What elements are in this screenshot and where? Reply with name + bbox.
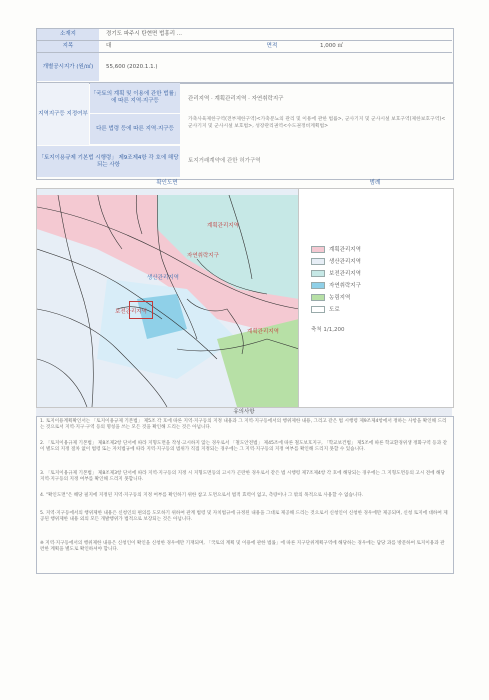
zoning-outer-label: 지역지구등 지정여부 [37, 83, 89, 145]
map-label-zone-2: 자연취락지구 [187, 253, 219, 259]
legend-item: 보전관리지역 [311, 269, 361, 277]
map-title: 확인도면 [156, 180, 178, 186]
legend-panel [298, 188, 454, 408]
land-category-value: 대 [106, 43, 112, 49]
legend-item: 도로 [311, 305, 340, 313]
map-drawing [37, 189, 299, 407]
notes-title: 유의사항 [36, 408, 452, 416]
legend-swatch [311, 282, 325, 289]
legend-item: 자연취락지구 [311, 281, 361, 289]
note-paragraph-2: 2. 「토지이용규제 기본법」 제8조제2항 단서에 따라 지형도면을 작성·고시하지 않는 경우로서 「철도안전법」 제45조에 따른 철도보호지구, 「학교보건법」 제5조에 따른 학교환경위생 정화구역 등과 같이 별도의 지정 절차 없이 법령 또는 자치법규에 따라 지역·지구등의 범위가 직접 지정되는 경우에는 그 지역·지구등의 지정 여부를 확인해 드리지 못할 수 있습니다. [40, 441, 448, 453]
zoning-label-national: 「국토의 계획 및 이용에 관한 법률」에 따른 지역·지구등 [90, 83, 180, 113]
area-label: 면적 [266, 43, 278, 49]
parcel-highlight [129, 301, 153, 319]
legend-swatch [311, 246, 325, 253]
location-label: 소재지 [37, 29, 99, 40]
legend-item: 계획관리지역 [311, 245, 361, 253]
zoning-national-value: 관리지역 · 계획관리지역 · 자연취락지구 [188, 96, 284, 102]
zoning-other-law-value: 가축사육제한구역(전부제한구역)<가축분뇨의 관리 및 이용에 관한 법률>, 군사기지 및 군사시설 보호구역(제한보호구역)<군사기지 및 군사시설 보호법>, 성장관리권역<수도권정비계획법> [188, 117, 446, 129]
legend-swatch [311, 270, 325, 277]
land-price-label: 개별공시지가 (원/㎡) [37, 53, 99, 81]
legend-swatch [311, 294, 325, 301]
land-category-label: 지목 [37, 41, 99, 52]
zoning-label-other-law: 다른 법령 등에 따른 지역·지구등 [90, 114, 180, 144]
legend-item: 농림지역 [311, 293, 350, 301]
map-label-zone-5: 계획관리지역 [247, 329, 279, 335]
area-value: 1,000 ㎡ [320, 43, 343, 49]
land-price-value: 55,600 (2020.1.1.) [106, 64, 158, 70]
parcel-map [36, 188, 300, 408]
location-value: 경기도 파주시 탄현면 법흥리 ... [106, 31, 182, 37]
legend-swatch [311, 306, 325, 313]
zoning-decree-value: 토지거래계약에 관한 허가구역 [188, 158, 261, 164]
map-scale: 축척 1/1,200 [311, 327, 345, 333]
note-paragraph-3: 3. 「토지이용규제 기본법」 제8조제3항 단서에 따라 지역·지구등의 지정 시 지형도면등의 고시가 곤란한 경우로서 같은 법 시행령 제7조제4항 각 호에 해당되는 경우에는 그 지형도면등의 고시 전에 해당 지역·지구등의 지정 여부를 확인해 드리지 못합니다. [40, 471, 445, 483]
note-paragraph-1: 1. 토지이용계획확인서는 「토지이용규제 기본법」 제5조 각 호에 따른 지역·지구등의 지정 내용과 그 지역·지구등에서의 행위제한 내용, 그리고 같은 법 시행령 제9조제4항에서 정하는 사항을 확인해 드리는 것으로서 지역·지구·구역 등의 명칭을 쓰는 모든 것을 확인해 드리는 것은 아닙니다. [40, 419, 447, 431]
legend-title: 범례 [369, 180, 381, 186]
note-paragraph-4: 4. "확인도면"은 해당 필지에 지정된 지역·지구등의 지정 여부를 확인하기 위한 참고 도면으로서 법적 효력이 없고, 측량이나 그 밖의 목적으로 사용할 수 없습니다. [40, 493, 364, 498]
map-label-zone-3: 생산관리지역 [147, 275, 179, 281]
legend-item: 생산관리지역 [311, 257, 361, 265]
map-label-zone-4: 보전관리지역 [115, 309, 147, 315]
map-label-zone-1: 계획관리지역 [207, 223, 239, 229]
legend-swatch [311, 258, 325, 265]
note-paragraph-5: 5. 지역·지구등에서의 행위제한 내용은 신청인의 편의를 도모하기 위하여 관계 법령 및 자치법규에 규정된 내용을 그대로 제공해 드리는 것으로서 신청인이 신청한 경우에만 제공되며, 신청 토지에 대하여 제공된 행위제한 내용 외의 모든 개발행위가 법적으로 보장되는 것은 아닙니다. [40, 511, 448, 523]
note-paragraph-6: ※ 지역·지구등에서의 행위제한 내용은 신청인이 확인을 신청한 경우에만 기재되며, 「국토의 계획 및 이용에 관한 법률」에 따른 지구단위계획구역에 해당하는 경우에는 담당 과를 방문하여 토지이용과 관련한 계획을 별도로 확인하셔야 합니다. [40, 541, 445, 553]
zoning-label-decree: 「토지이용규제 기본법 시행령」 제9조제4항 각 호에 해당되는 사항 [37, 146, 180, 177]
